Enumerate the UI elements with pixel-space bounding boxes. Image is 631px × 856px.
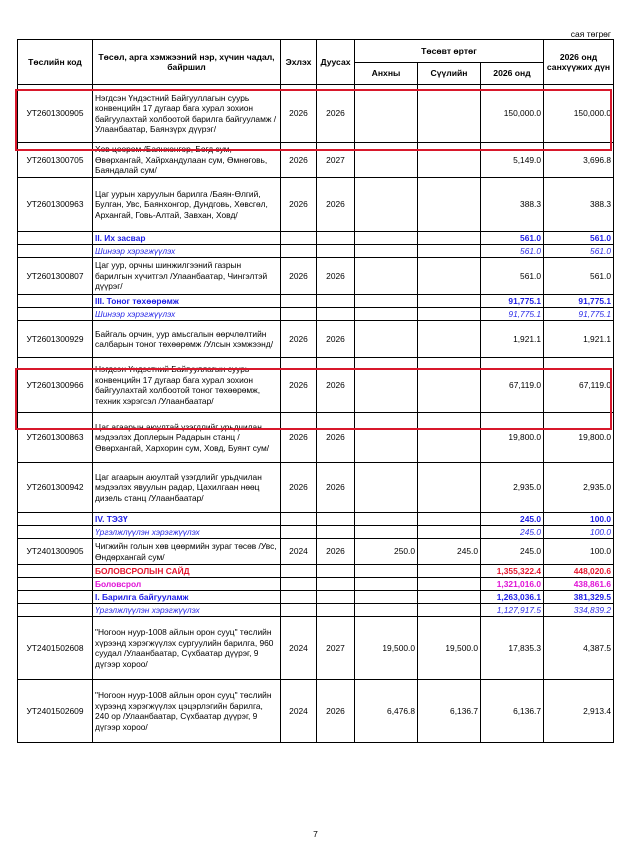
project-name: Нэгдсэн Үндэстний Байгууллагын суурь конвенцийн 17 дугаар бага хурал зохион байгуулахтай холбоотой барилга байгууламж /Улаанбаатар, Баянзүрх дүүрэг/ <box>93 85 281 143</box>
cost-2026: 561.0 <box>481 232 544 245</box>
funding-2026: 19,800.0 <box>544 413 614 463</box>
project-name: Байгаль орчин, уур амьсгалын өөрчлөлтийн салбарын тоног төхөөрөмж /Улсын хэмжээнд/ <box>93 321 281 358</box>
project-code <box>18 232 93 245</box>
table-row <box>18 178 614 232</box>
table-row <box>18 143 614 178</box>
subsection-row <box>18 604 614 617</box>
end-year <box>317 604 355 617</box>
initial-cost: 19,500.0 <box>355 617 418 680</box>
unit-label: сая төгрөг <box>570 29 611 39</box>
table-row <box>18 358 614 413</box>
project-code <box>18 526 93 539</box>
table-row <box>18 617 614 680</box>
cost-2026: 17,835.3 <box>481 617 544 680</box>
start-year <box>281 232 317 245</box>
start-year <box>281 513 317 526</box>
project-code <box>18 245 93 258</box>
start-year: 2026 <box>281 358 317 413</box>
funding-2026: 561.0 <box>544 258 614 295</box>
last-cost <box>418 358 481 413</box>
initial-cost <box>355 321 418 358</box>
start-year: 2026 <box>281 321 317 358</box>
project-code: УТ2601300905 <box>18 85 93 143</box>
project-name: Цаг уур, орчны шинжилгээний газрын барилгын хүчитгэл /Улаанбаатар, Чингэлтэй дүүрэг/ <box>93 258 281 295</box>
budget-table <box>17 39 614 743</box>
table-row <box>18 321 614 358</box>
header-last: Сүүлийн <box>418 63 481 85</box>
cost-2026: 19,800.0 <box>481 413 544 463</box>
initial-cost <box>355 358 418 413</box>
header-end: Дуусах <box>317 40 355 85</box>
start-year: 2024 <box>281 617 317 680</box>
section-title: II. Их засвар <box>93 232 281 245</box>
last-cost <box>418 321 481 358</box>
ministry-total-row <box>18 565 614 578</box>
funding-2026: 1,921.1 <box>544 321 614 358</box>
initial-cost <box>355 258 418 295</box>
funding-2026: 2,935.0 <box>544 463 614 513</box>
project-name: Цаг агаарын аюултай үзэгдлийг урьдчилан мэдээлэх явуулын радар, Цахилгаан нөөц дизель станц /Улаанбаатар/ <box>93 463 281 513</box>
cost-2026: 5,149.0 <box>481 143 544 178</box>
initial-cost <box>355 85 418 143</box>
project-name: "Ногоон нуур-1008 айлын орон сууц" төслийн хүрээнд хэрэгжүүлэх сургуулийн барилга, 960 суудал /Улаанбаатар, Сүхбаатар дүүрэг, 9 дүгээр хороо/ <box>93 617 281 680</box>
start-year: 2026 <box>281 258 317 295</box>
funding-2026: 438,861.6 <box>544 578 614 591</box>
funding-2026: 334,839.2 <box>544 604 614 617</box>
funding-2026: 381,329.5 <box>544 591 614 604</box>
table-row <box>18 680 614 743</box>
last-cost <box>418 513 481 526</box>
end-year <box>317 245 355 258</box>
initial-cost <box>355 578 418 591</box>
subsection-title: Шинээр хэрэгжүүлэх <box>93 245 281 258</box>
start-year <box>281 578 317 591</box>
initial-cost <box>355 513 418 526</box>
last-cost <box>418 178 481 232</box>
start-year <box>281 308 317 321</box>
project-code: УТ2401300905 <box>18 539 93 565</box>
funding-2026: 150,000.0 <box>544 85 614 143</box>
project-code: УТ2601300929 <box>18 321 93 358</box>
funding-2026: 561.0 <box>544 232 614 245</box>
last-cost <box>418 143 481 178</box>
last-cost <box>418 413 481 463</box>
end-year: 2026 <box>317 258 355 295</box>
cost-2026: 561.0 <box>481 258 544 295</box>
cost-2026: 6,136.7 <box>481 680 544 743</box>
subsection-title: Үргэлжлүүлэн хэрэгжүүлэх <box>93 526 281 539</box>
initial-cost <box>355 308 418 321</box>
end-year <box>317 565 355 578</box>
start-year: 2026 <box>281 178 317 232</box>
section-row <box>18 295 614 308</box>
initial-cost <box>355 245 418 258</box>
header-code: Төслийн код <box>18 40 93 85</box>
initial-cost <box>355 295 418 308</box>
end-year <box>317 308 355 321</box>
cost-2026: 245.0 <box>481 526 544 539</box>
project-code: УТ2601300705 <box>18 143 93 178</box>
initial-cost <box>355 604 418 617</box>
last-cost <box>418 308 481 321</box>
table-row <box>18 413 614 463</box>
initial-cost <box>355 413 418 463</box>
start-year <box>281 526 317 539</box>
table-row <box>18 85 614 143</box>
project-code: УТ2601300863 <box>18 413 93 463</box>
cost-2026: 91,775.1 <box>481 295 544 308</box>
last-cost <box>418 463 481 513</box>
cost-2026: 245.0 <box>481 539 544 565</box>
end-year <box>317 578 355 591</box>
project-code: УТ2601300807 <box>18 258 93 295</box>
project-code <box>18 604 93 617</box>
end-year: 2026 <box>317 358 355 413</box>
cost-2026: 1,321,016.0 <box>481 578 544 591</box>
section-row <box>18 232 614 245</box>
table-row <box>18 539 614 565</box>
start-year: 2024 <box>281 680 317 743</box>
end-year: 2026 <box>317 321 355 358</box>
header-initial: Анхны <box>355 63 418 85</box>
table-row <box>18 258 614 295</box>
end-year: 2026 <box>317 178 355 232</box>
funding-2026: 91,775.1 <box>544 295 614 308</box>
project-code <box>18 578 93 591</box>
last-cost <box>418 258 481 295</box>
last-cost <box>418 295 481 308</box>
end-year: 2027 <box>317 617 355 680</box>
cost-2026: 2,935.0 <box>481 463 544 513</box>
funding-2026: 91,775.1 <box>544 308 614 321</box>
project-name: Нэгдсэн Үндэстний Байгууллагын суурь конвенцийн 17 дугаар бага хурал зохион байгуулахтай холбоотой тоног төхөөрөмж, техник хэрэгсэл /Улаанбаатар/ <box>93 358 281 413</box>
last-cost <box>418 578 481 591</box>
ministry-title: БОЛОВСРОЛЫН САЙД <box>93 565 281 578</box>
funding-2026: 67,119.0 <box>544 358 614 413</box>
cost-2026: 1,921.1 <box>481 321 544 358</box>
cost-2026: 91,775.1 <box>481 308 544 321</box>
header-name: Төсөл, арга хэмжээний нэр, хүчин чадал, байршил <box>93 40 281 85</box>
last-cost <box>418 245 481 258</box>
section-title: I. Барилга байгууламж <box>93 591 281 604</box>
subsection-title: Шинээр хэрэгжүүлэх <box>93 308 281 321</box>
end-year: 2027 <box>317 143 355 178</box>
initial-cost <box>355 591 418 604</box>
project-code: УТ2601300942 <box>18 463 93 513</box>
last-cost <box>418 604 481 617</box>
initial-cost <box>355 178 418 232</box>
cost-2026: 1,127,917.5 <box>481 604 544 617</box>
header-start: Эхлэх <box>281 40 317 85</box>
last-cost <box>418 232 481 245</box>
funding-2026: 388.3 <box>544 178 614 232</box>
subsection-title: Үргэлжлүүлэн хэрэгжүүлэх <box>93 604 281 617</box>
start-year <box>281 245 317 258</box>
initial-cost <box>355 565 418 578</box>
initial-cost <box>355 232 418 245</box>
end-year: 2026 <box>317 539 355 565</box>
header-estimate: Төсөвт өртөг <box>355 40 544 63</box>
start-year <box>281 604 317 617</box>
project-name: Цаг уурын харуулын барилга /Баян-Өлгий, Булган, Увс, Баянхонгор, Дундговь, Хөвсгөл, Архангай, Говь-Алтай, Завхан, Ховд/ <box>93 178 281 232</box>
start-year: 2026 <box>281 85 317 143</box>
start-year: 2026 <box>281 143 317 178</box>
last-cost <box>418 85 481 143</box>
end-year: 2026 <box>317 463 355 513</box>
initial-cost: 250.0 <box>355 539 418 565</box>
funding-2026: 3,696.8 <box>544 143 614 178</box>
funding-2026: 561.0 <box>544 245 614 258</box>
sector-total-row <box>18 578 614 591</box>
last-cost: 245.0 <box>418 539 481 565</box>
funding-2026: 100.0 <box>544 513 614 526</box>
cost-2026: 1,263,036.1 <box>481 591 544 604</box>
sector-title: Боловсрол <box>93 578 281 591</box>
end-year <box>317 513 355 526</box>
last-cost: 6,136.7 <box>418 680 481 743</box>
project-name: "Ногоон нуур-1008 айлын орон сууц" төслийн хүрээнд хэрэгжүүлэх цэцэрлэгийн барилга, 240 ор /Улаанбаатар, Сүхбаатар дүүрэг, 9 дүгээр хороо/ <box>93 680 281 743</box>
start-year: 2024 <box>281 539 317 565</box>
project-name: Хөв цөөрөм /Баянхонгор, Богд сум, Өвөрхангай, Хайрхандулаан сум, Өмнөговь, Баяндалай сум/ <box>93 143 281 178</box>
start-year: 2026 <box>281 413 317 463</box>
subsection-row <box>18 526 614 539</box>
cost-2026: 388.3 <box>481 178 544 232</box>
project-code <box>18 591 93 604</box>
funding-2026: 4,387.5 <box>544 617 614 680</box>
cost-2026: 561.0 <box>481 245 544 258</box>
project-code: УТ2601300963 <box>18 178 93 232</box>
cost-2026: 1,355,322.4 <box>481 565 544 578</box>
start-year <box>281 565 317 578</box>
header-row-1 <box>18 40 614 63</box>
initial-cost: 6,476.8 <box>355 680 418 743</box>
last-cost <box>418 591 481 604</box>
project-code <box>18 513 93 526</box>
cost-2026: 245.0 <box>481 513 544 526</box>
project-code: УТ2401502609 <box>18 680 93 743</box>
section-row <box>18 513 614 526</box>
end-year: 2026 <box>317 413 355 463</box>
end-year <box>317 295 355 308</box>
start-year <box>281 295 317 308</box>
start-year <box>281 591 317 604</box>
funding-2026: 100.0 <box>544 526 614 539</box>
page-number: 7 <box>313 829 318 839</box>
cost-2026: 150,000.0 <box>481 85 544 143</box>
end-year <box>317 526 355 539</box>
header-funding: 2026 онд санхүүжих дүн <box>544 40 614 85</box>
funding-2026: 2,913.4 <box>544 680 614 743</box>
project-name: Чигжийн голын хөв цөөрмийн зураг төсөв /Увс, Өндөрхангай сум/ <box>93 539 281 565</box>
last-cost <box>418 526 481 539</box>
end-year: 2026 <box>317 680 355 743</box>
section-title: IV. ТЭЗҮ <box>93 513 281 526</box>
section-row <box>18 591 614 604</box>
project-name: Цаг агаарын аюултай үзэгдлийг урьдчилан мэдээлэх Доплерын Радарын станц /Өвөрхангай, Хархорин сум, Ховд, Буянт сум/ <box>93 413 281 463</box>
subsection-row <box>18 245 614 258</box>
project-code <box>18 565 93 578</box>
table-row <box>18 463 614 513</box>
section-title: III. Тоног төхөөрөмж <box>93 295 281 308</box>
start-year: 2026 <box>281 463 317 513</box>
header-y2026: 2026 онд <box>481 63 544 85</box>
initial-cost <box>355 143 418 178</box>
project-code <box>18 295 93 308</box>
subsection-row <box>18 308 614 321</box>
end-year <box>317 591 355 604</box>
funding-2026: 100.0 <box>544 539 614 565</box>
last-cost: 19,500.0 <box>418 617 481 680</box>
initial-cost <box>355 526 418 539</box>
project-code <box>18 308 93 321</box>
end-year <box>317 232 355 245</box>
project-code: УТ2601300966 <box>18 358 93 413</box>
initial-cost <box>355 463 418 513</box>
funding-2026: 448,020.6 <box>544 565 614 578</box>
project-code: УТ2401502608 <box>18 617 93 680</box>
cost-2026: 67,119.0 <box>481 358 544 413</box>
last-cost <box>418 565 481 578</box>
end-year: 2026 <box>317 85 355 143</box>
